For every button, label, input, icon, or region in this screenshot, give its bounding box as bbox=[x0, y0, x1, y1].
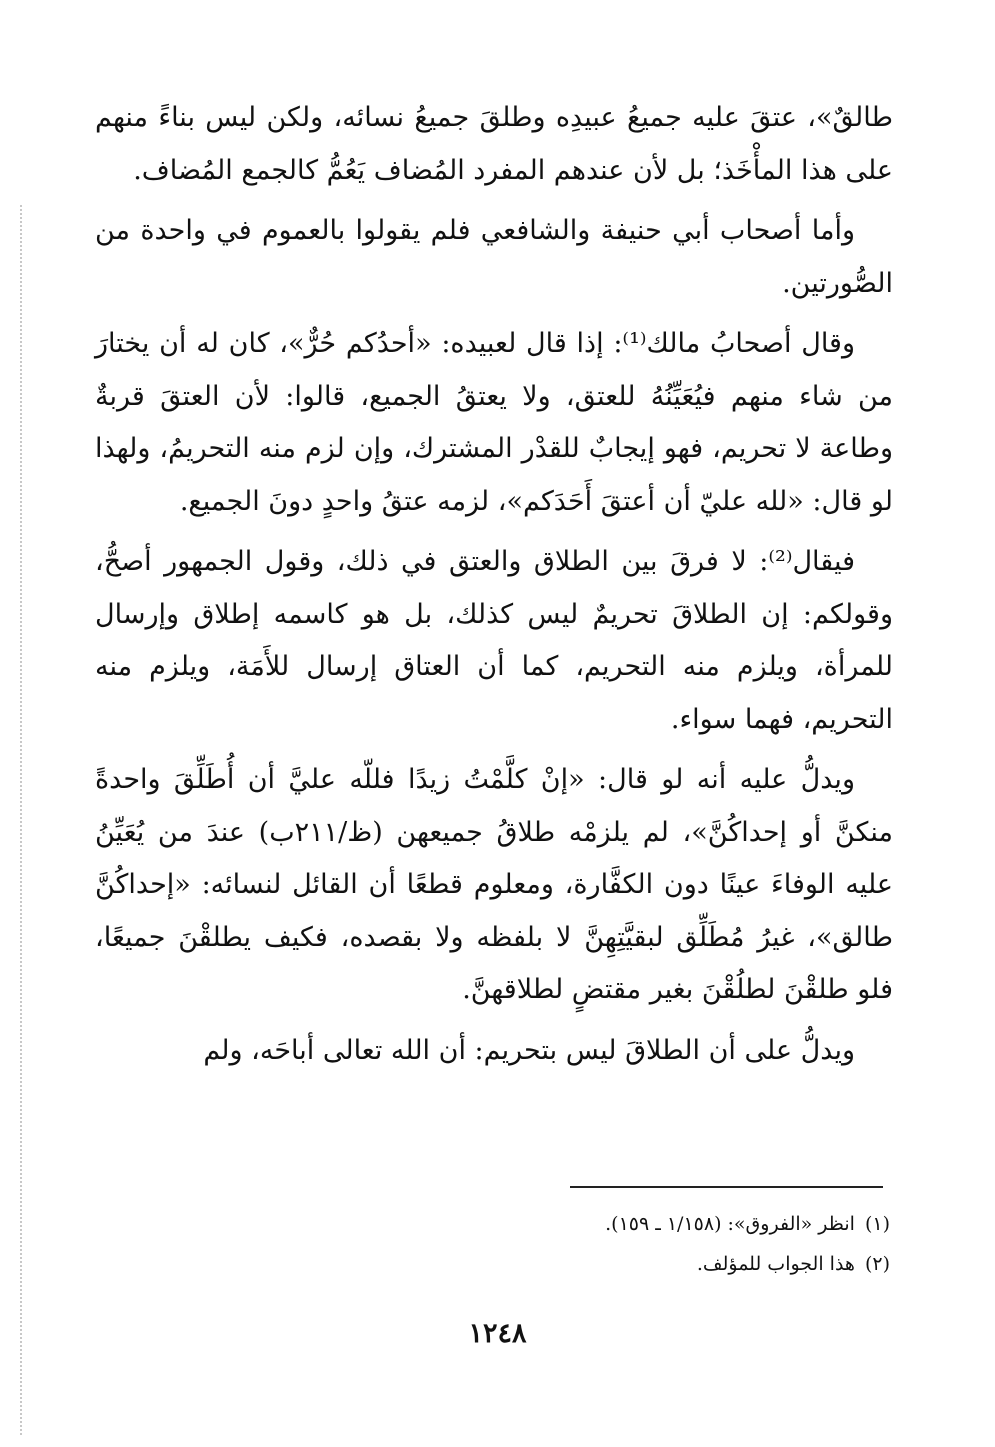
footnote-2-text: هذا الجواب للمؤلف. bbox=[696, 1253, 855, 1275]
footnote-1-text: انظر «الفروق»: (١/١٥٨ ـ ١٥٩). bbox=[605, 1213, 855, 1235]
footnote-1 bbox=[440, 1204, 890, 1244]
footnote-separator bbox=[570, 1186, 883, 1188]
page-number: ١٢٤٨ bbox=[468, 1318, 527, 1349]
footnotes bbox=[440, 1204, 890, 1284]
paragraph-4: فيقال⁽²⁾: لا فرقَ بين الطلاق والعتق في ذلك، وقول الجمهور أصحُّ، وقولكم: إن الطلاقَ تحريمٌ ليس كذلك، بل هو كاسمه إطلاق وإرسال للمرأة، ويلزم منه التحريم، كما أن العتاق إرسال للأَمَة، ويلزم منه التحريم، فهما سواء. bbox=[95, 546, 893, 735]
paragraph-3: وقال أصحابُ مالك⁽¹⁾: إذا قال لعبيده: «أحدُكم حُرٌّ»، كان له أن يختارَ من شاء منهم فيُعَيِّنُهُ للعتق، ولا يعتقُ الجميع، قالوا: لأن العتقَ قربةٌ وطاعة لا تحريم، فهو إيجابٌ للقدْر المشترك، وإن لزم منه التحريمُ، ولهذا لو قال: «لله عليّ أن أعتقَ أَحَدَكم»، لزمه عتقُ واحدٍ دونَ الجميع. bbox=[95, 328, 893, 517]
paragraph-5: ويدلُّ عليه أنه لو قال: «إنْ كلَّمْتُ زيدًا فللّه عليَّ أن أُطَلِّقَ واحدةً منكنَّ أو إحداكُنَّ»، لم يلزمْه طلاقُ جميعهن (ظ/٢١١ب) عندَ من يُعَيِّنُ عليه الوفاءَ عينًا دون الكفَّارة، ومعلوم قطعًا أن القائل لنسائه: «إحداكُنَّ طالق»، غيرُ مُطَلِّق لبقيَّتِهِنَّ لا بلفظه ولا بقصده، فكيف يطلقْنَ جميعًا، فلو طلقْنَ لطلُقْنَ بغير مقتضٍ لطلاقهنَّ. bbox=[95, 764, 893, 1005]
paragraph-1: طالقٌ»، عتقَ عليه جميعُ عبيدِه وطلقَ جميعُ نسائه، ولكن ليس بناءً منهم على هذا المأْخَذ؛ بل لأن عندهم المفرد المُضاف يَعُمُّ كالجمع المُضاف. bbox=[95, 102, 893, 186]
main-text bbox=[95, 92, 893, 1085]
footnote-2 bbox=[440, 1244, 890, 1284]
footnote-2-number: (٢) bbox=[864, 1253, 890, 1275]
paragraph-2: وأما أصحاب أبي حنيفة والشافعي فلم يقولوا بالعموم في واحدة من الصُّورتين. bbox=[95, 215, 893, 299]
paragraph-6: ويدلُّ على أن الطلاقَ ليس بتحريم: أن الله تعالى أباحَه، ولم bbox=[203, 1034, 855, 1066]
footnote-1-number: (١) bbox=[864, 1213, 890, 1235]
scan-margin-mark bbox=[20, 205, 22, 1435]
